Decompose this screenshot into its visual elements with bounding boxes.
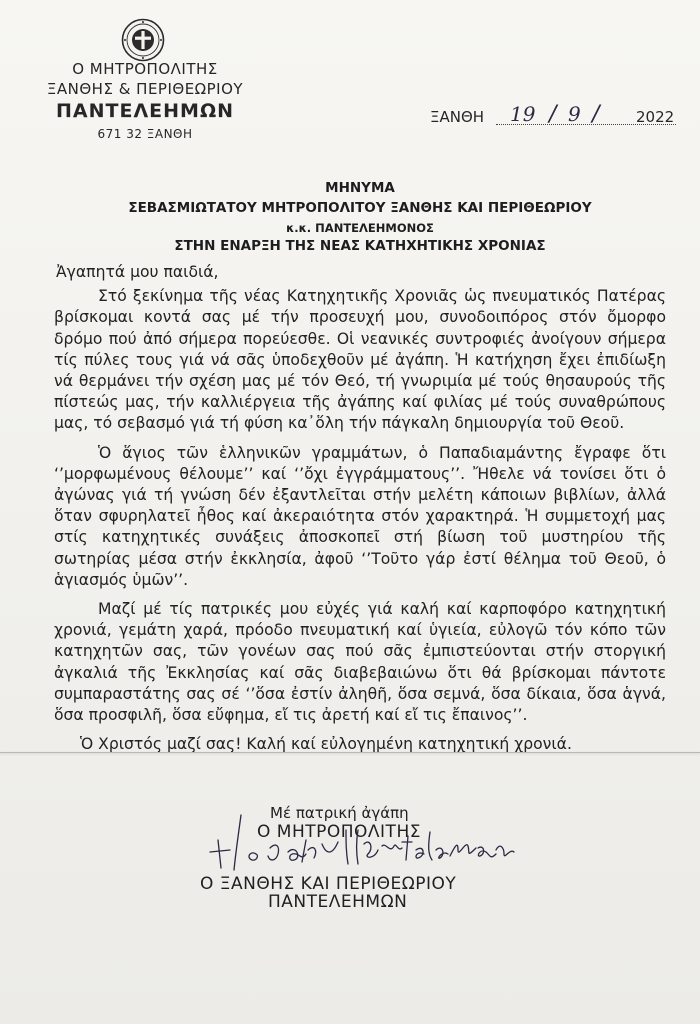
metropolis-seal-icon [121,18,165,62]
date-year: 2022 [636,108,675,126]
closing-blessing: Ὁ Χριστός μαζί σας! Καλή καί εὐλογημένη κατηχητική χρονιά. [80,735,572,754]
paper-fold-crease [0,752,700,753]
date-place: ΞΑΝΘΗ [430,108,485,126]
letterhead-name: ΠΑΝΤΕΛΕΗΜΩΝ [56,100,234,122]
signature-salutation: Μέ πατρική ἀγάπη [270,804,409,822]
date-line [430,104,685,130]
greeting: Ἀγαπητά μου παιδιά, [56,263,219,281]
date-month: 9 [568,102,581,126]
paragraph: Ὁ ἅγιος τῶν ἑλληνικῶν γραμμάτων, ὁ Παπαδιαμάντης ἔγραφε ὅτι ‘’μορφωμένους θέλουμε’’ καί ‘’ὄχι ἐγγράμματους’’. Ἤθελε νά τονίσει ὅτι ὁ ἀγώνας γιά τή γνώση δέν ἐξαντλεῖται στήν μελέτη κάποιων βιβλίων, ἀλλά ὅταν σφυρηλατεῖ ἦθος καί ἀκεραιότητα στόν χαρακτηρά. Ἡ συμμετοχή μας στίς κατηχητικές συνάξεις ἀποσκοπεῖ στή βίωση τοῦ μυστηρίου τῆς σωτηρίας μέσα στήν ἐκκλησία, ἀφοῦ ‘’Τοῦτο γάρ ἐστί θέλημα τοῦ Θεοῦ, ὁ ἁγιασμός ὑμῶν’’. [54,443,666,589]
signature-name: ΠΑΝΤΕΛΕΗΜΩΝ [268,892,408,912]
message-author: ΣΕΒΑΣΜΙΩΤΑΤΟΥ ΜΗΤΡΟΠΟΛΙΤΟΥ ΞΑΝΘΗΣ ΚΑΙ ΠΕΡΙΘΕΩΡΙΟΥ [128,200,592,216]
paragraph: Στό ξεκίνημα τῆς νέας Κατηχητικῆς Χρονιᾶς ὡς πνευματικός Πατέρας βρίσκομαι κοντά σας μέ τήν προσευχή μου, συνοδοιπόρος στόν ὄμορφο δρόμο πού ἀπό σήμερα πορεύεσθε. Οἱ νεανικές συντροφιές ἀνοίγουν σήμερα τίς πύλες τους γιά νά σᾶς ὑποδεχθοῦν μέ ἀγάπη. Ἡ κατήχηση ἔχει ἐπιδίωξη νά θερμάνει τήν σχέση μας μέ τόν Θεό, τή γνωριμία μέ τούς θησαυρούς τῆς πίστεώς μας, τήν καλλιέργεια τῆς ἀγάπης καί φιλίας μέ τούς συναθρώπους μας, τό σεβασμό γιά τή φύση κα᾽ὅλη τήν πάγκαλη δημιουργία τοῦ Θεοῦ. [54,287,666,433]
signature-see: Ο ΞΑΝΘΗΣ ΚΑΙ ΠΕΡΙΘΕΩΡΙΟΥ [200,874,457,894]
message-occasion: ΣΤΗΝ ΕΝΑΡΞΗ ΤΗΣ ΝΕΑΣ ΚΑΤΗΧΗΤΙΚΗΣ ΧΡΟΝΙΑΣ [174,238,546,254]
message-heading: ΜΗΝΥΜΑ [325,180,395,196]
date-day: 19 [510,102,536,126]
letter-body [54,262,666,771]
date-separator: / [549,102,557,127]
message-author-name: κ.κ. ΠΑΝΤΕΛΕΗΜΟΝΟΣ [286,221,434,235]
paragraph: Μαζί μέ τίς πατρικές μου εὐχές γιά καλή καί καρποφόρο κατηχητική χρονιά, γεμάτη χαρά, πρόοδο πνευματική καί ὑγιεία, εὐλογῶ τόν κόπο τῶν κατηχητῶν σας, τῶν γονέων σας πού σᾶς ἐμπιστεύονται στήν στοργική ἀγκαλιά τῆς Ἐκκλησίας καί σᾶς διαβεβαιώνω ὅτι θά βρίσκομαι πάντοτε συμπαραστάτης σας σέ ‘’ὅσα ἐστίν ἀληθῆ, ὅσα σεμνά, ὅσα δίκαια, ὅσα ἁγνά, ὅσα προσφιλῆ, ὅσα εὔφημα, εἴ τις ἀρετή καί εἴ τις ἔπαινος’’. [54,600,666,725]
letterhead-see: ΞΑΝΘΗΣ & ΠΕΡΙΘΕΩΡΙΟΥ [46,80,244,98]
signature-title: Ο ΜΗΤΡΟΠΟΛΙΤΗΣ [257,822,421,842]
date-separator: / [592,102,600,127]
letterhead-title: Ο ΜΗΤΡΟΠΟΛΙΤΗΣ [72,60,218,78]
letterhead-postcode: 671 32 ΞΑΝΘΗ [97,127,193,141]
